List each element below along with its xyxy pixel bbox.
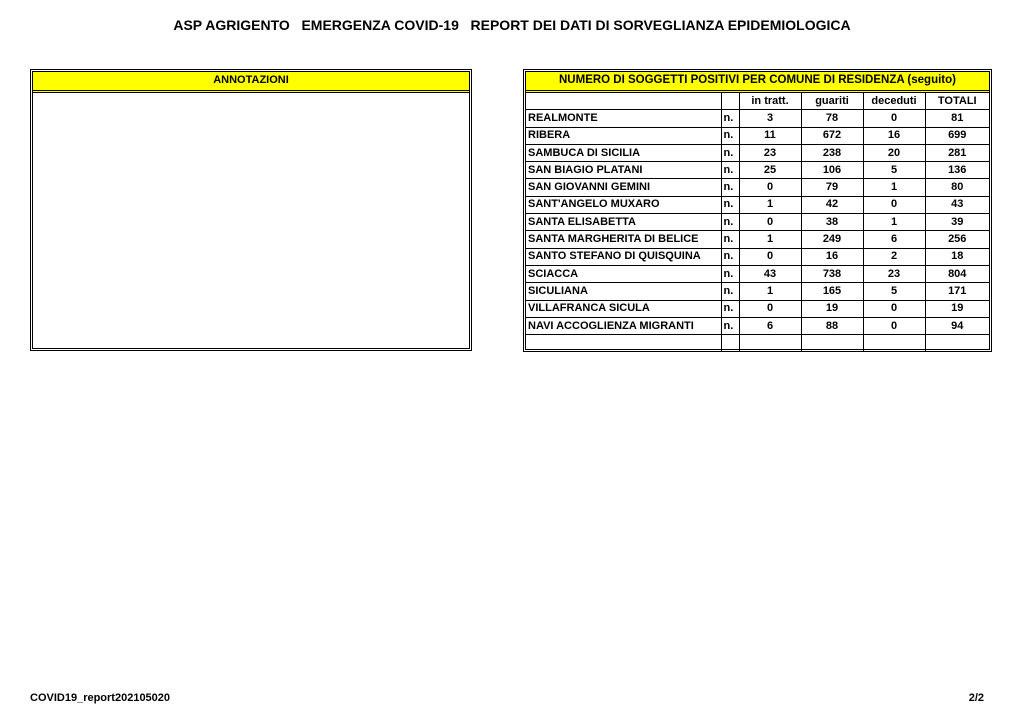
cell-deceduti: 1 [863, 179, 925, 196]
table-heading: NUMERO DI SOGGETTI POSITIVI PER COMUNE DI RESIDENZA (seguito) [526, 72, 989, 93]
cell-guariti: 238 [801, 144, 863, 161]
col-header-comune [526, 93, 721, 110]
cell-deceduti: 2 [863, 248, 925, 265]
cell-totali: 804 [925, 265, 989, 282]
cell-comune: SAMBUCA DI SICILIA [526, 144, 721, 161]
cell-in-trattamento: 0 [739, 214, 801, 231]
cell-in-trattamento: 23 [739, 144, 801, 161]
data-table [526, 93, 989, 352]
table-row [526, 196, 989, 213]
cell-unit: n. [721, 179, 739, 196]
cell-totali: 81 [925, 110, 989, 127]
cell-in-trattamento: 43 [739, 265, 801, 282]
cell-guariti: 79 [801, 179, 863, 196]
cell-totali [925, 335, 989, 352]
cell-deceduti: 6 [863, 231, 925, 248]
table-row [526, 127, 989, 144]
cell-in-trattamento: 1 [739, 196, 801, 213]
cell-comune: REALMONTE [526, 110, 721, 127]
cell-deceduti: 23 [863, 265, 925, 282]
cell-unit: n. [721, 162, 739, 179]
table-row [526, 214, 989, 231]
table-row [526, 300, 989, 317]
cell-unit: n. [721, 283, 739, 300]
cell-comune: SANTO STEFANO DI QUISQUINA [526, 248, 721, 265]
cell-unit: n. [721, 300, 739, 317]
cell-guariti [801, 335, 863, 352]
cell-comune: RIBERA [526, 127, 721, 144]
table-row [526, 335, 989, 352]
cell-guariti: 78 [801, 110, 863, 127]
table-row [526, 110, 989, 127]
cell-guariti: 672 [801, 127, 863, 144]
cell-unit: n. [721, 231, 739, 248]
cell-in-trattamento: 11 [739, 127, 801, 144]
cell-in-trattamento: 1 [739, 283, 801, 300]
cell-unit: n. [721, 214, 739, 231]
cell-in-trattamento: 3 [739, 110, 801, 127]
cell-deceduti: 5 [863, 162, 925, 179]
cell-totali: 80 [925, 179, 989, 196]
cell-unit: n. [721, 196, 739, 213]
cell-in-trattamento: 0 [739, 179, 801, 196]
cell-unit: n. [721, 317, 739, 334]
cell-unit [721, 335, 739, 352]
cell-guariti: 106 [801, 162, 863, 179]
table-row [526, 144, 989, 161]
cell-deceduti: 1 [863, 214, 925, 231]
positives-by-municipality-table [523, 69, 992, 352]
cell-deceduti: 0 [863, 196, 925, 213]
table-row [526, 162, 989, 179]
cell-comune: SANTA ELISABETTA [526, 214, 721, 231]
annotations-heading: ANNOTAZIONI [33, 72, 469, 93]
table-row [526, 317, 989, 334]
cell-deceduti: 5 [863, 283, 925, 300]
header-row [526, 93, 989, 110]
cell-in-trattamento: 1 [739, 231, 801, 248]
cell-comune: VILLAFRANCA SICULA [526, 300, 721, 317]
cell-deceduti: 0 [863, 110, 925, 127]
cell-comune: SICULIANA [526, 283, 721, 300]
cell-totali: 171 [925, 283, 989, 300]
cell-in-trattamento: 0 [739, 248, 801, 265]
cell-deceduti: 0 [863, 300, 925, 317]
cell-totali: 256 [925, 231, 989, 248]
cell-unit: n. [721, 110, 739, 127]
cell-comune [526, 335, 721, 352]
cell-guariti: 42 [801, 196, 863, 213]
cell-guariti: 249 [801, 231, 863, 248]
report-title: ASP AGRIGENTO EMERGENZA COVID-19 REPORT DEI DATI DI SORVEGLIANZA EPIDEMIOLOGICA [173, 17, 851, 33]
cell-in-trattamento [739, 335, 801, 352]
table-row [526, 265, 989, 282]
footer-filename: COVID19_report202105020 [30, 692, 171, 704]
cell-totali: 281 [925, 144, 989, 161]
cell-guariti: 19 [801, 300, 863, 317]
col-header-in-trattamento: in tratt. [739, 93, 801, 110]
table-row [526, 179, 989, 196]
cell-comune: SANTA MARGHERITA DI BELICE [526, 231, 721, 248]
cell-deceduti [863, 335, 925, 352]
table-row [526, 283, 989, 300]
cell-unit: n. [721, 127, 739, 144]
cell-comune: SANT'ANGELO MUXARO [526, 196, 721, 213]
cell-deceduti: 16 [863, 127, 925, 144]
table-row [526, 248, 989, 265]
cell-unit: n. [721, 248, 739, 265]
cell-unit: n. [721, 265, 739, 282]
col-header-guariti: guariti [801, 93, 863, 110]
cell-comune: SCIACCA [526, 265, 721, 282]
cell-totali: 18 [925, 248, 989, 265]
cell-guariti: 88 [801, 317, 863, 334]
cell-guariti: 16 [801, 248, 863, 265]
cell-in-trattamento: 25 [739, 162, 801, 179]
cell-comune: NAVI ACCOGLIENZA MIGRANTI [526, 317, 721, 334]
footer-page-number: 2/2 [968, 692, 984, 704]
cell-comune: SAN GIOVANNI GEMINI [526, 179, 721, 196]
cell-guariti: 738 [801, 265, 863, 282]
annotations-box [30, 69, 472, 351]
col-header-unit [721, 93, 739, 110]
cell-totali: 94 [925, 317, 989, 334]
table-row [526, 231, 989, 248]
cell-guariti: 165 [801, 283, 863, 300]
cell-in-trattamento: 0 [739, 300, 801, 317]
cell-totali: 39 [925, 214, 989, 231]
cell-comune: SAN BIAGIO PLATANI [526, 162, 721, 179]
cell-totali: 136 [925, 162, 989, 179]
col-header-deceduti: deceduti [863, 93, 925, 110]
cell-totali: 699 [925, 127, 989, 144]
cell-unit: n. [721, 144, 739, 161]
cell-in-trattamento: 6 [739, 317, 801, 334]
cell-totali: 43 [925, 196, 989, 213]
cell-deceduti: 20 [863, 144, 925, 161]
cell-guariti: 38 [801, 214, 863, 231]
cell-deceduti: 0 [863, 317, 925, 334]
col-header-totali: TOTALI [925, 93, 989, 110]
cell-totali: 19 [925, 300, 989, 317]
